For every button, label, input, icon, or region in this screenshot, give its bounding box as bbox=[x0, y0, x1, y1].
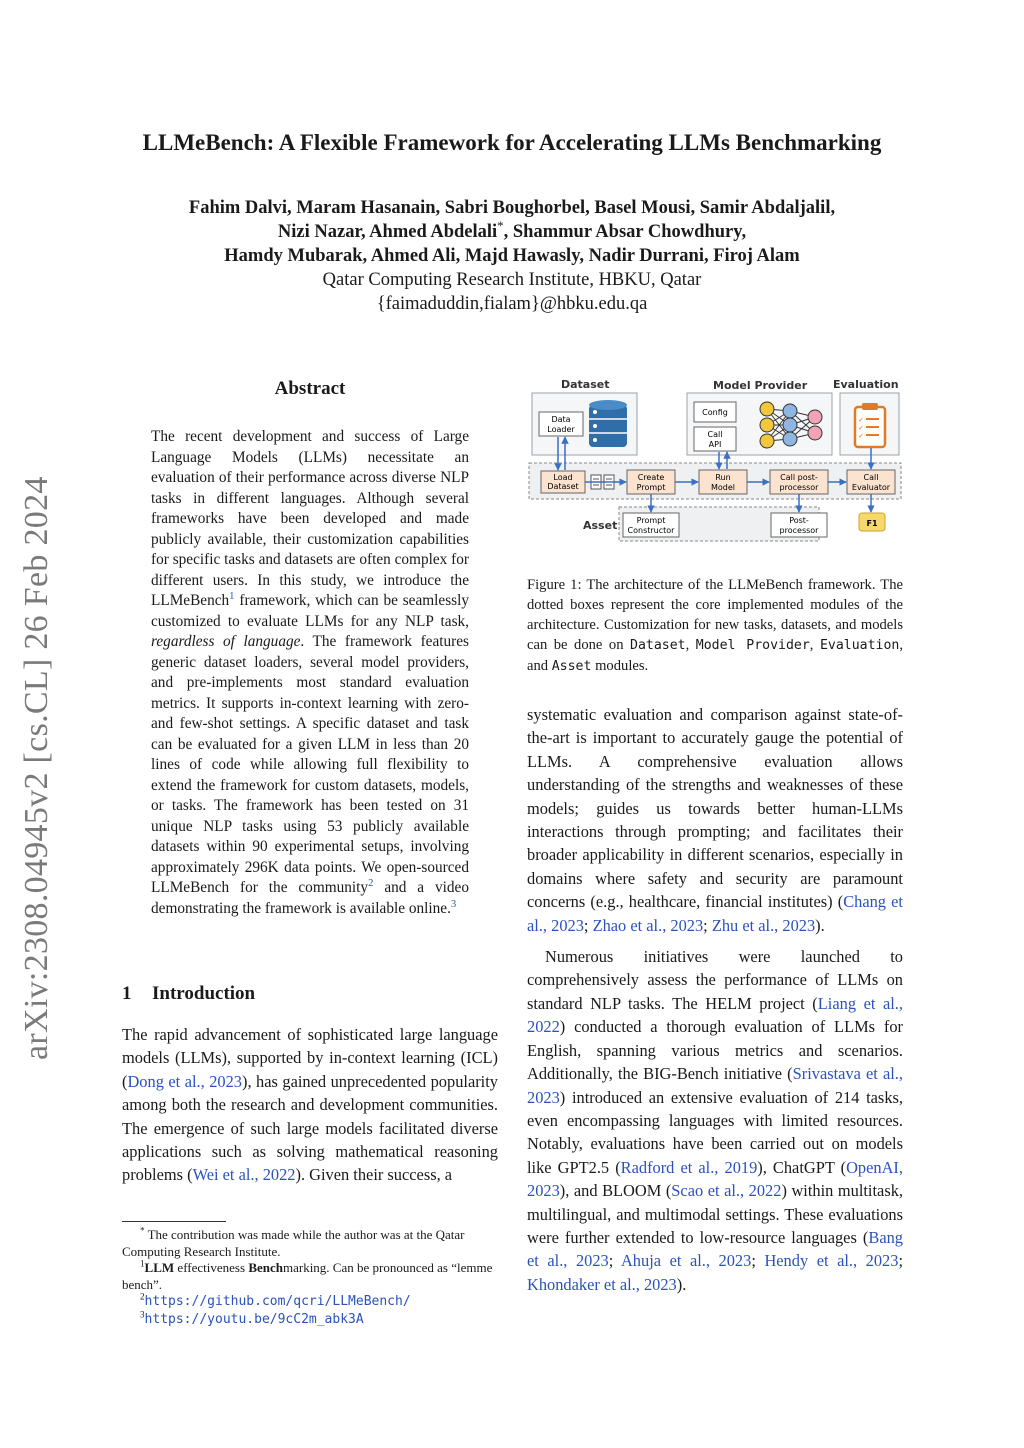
svg-text:✓: ✓ bbox=[858, 432, 864, 440]
author-line-3: Hamdy Mubarak, Ahmed Ali, Majd Hawasly, Nadir Durrani, Firoj Alam bbox=[224, 246, 800, 266]
intro-text-1: The rapid advancement of sophisticated large language models (LLMs), supported by in-context learning (ICL) ( bbox=[122, 1025, 498, 1091]
label-model-provider: Model Provider bbox=[713, 379, 808, 392]
author-line-2b: , Shammur Absar Chowdhury, bbox=[503, 222, 747, 242]
abstract-text-3: . The framework features generic dataset loaders, several model providers, and pre-implements most standard evaluation metrics. It supports in-context learning with zero- and few-shot settings. A specific dataset and task can be evaluated for a given LLM in less than 20 lines of code while allowing full flexibility to extend the framework for custom datasets, models, or tasks. The framework has been tested on 31 unique NLP tasks using 53 publicly available datasets within 90 experimental setups, involving approximately 296K data points. We open-sourced LLMeBench for the community bbox=[151, 633, 469, 896]
caption-module-model-provider: Model Provider bbox=[695, 638, 810, 653]
run-model-label-2: Model bbox=[710, 483, 736, 492]
body-text: ), and BLOOM ( bbox=[559, 1181, 672, 1201]
citation-link[interactable]: Khondaker et al., 2023 bbox=[527, 1274, 677, 1294]
footnote-mark-3: 3 bbox=[140, 1309, 145, 1320]
citation-link[interactable]: Bang et al., 2023 bbox=[527, 1227, 903, 1271]
call-postprocessor-label-1: Call post- bbox=[780, 473, 818, 482]
body-text: ). bbox=[815, 915, 825, 935]
intro-paragraph bbox=[122, 1023, 498, 1187]
caption-end: modules. bbox=[591, 658, 649, 674]
citation-link[interactable]: Ahuja et al., 2023 bbox=[620, 1251, 752, 1271]
body-text: ) within multitask, multilingual, and multimodal settings. These evaluations were further extended to low-resource languages ( bbox=[527, 1181, 903, 1247]
abstract-text-4: and a video demonstrating the framework is available online. bbox=[151, 879, 469, 917]
citation-link[interactable]: Zhao et al., 2023 bbox=[592, 915, 704, 935]
post-processor-label-1: Post- bbox=[789, 516, 809, 525]
right-column-body bbox=[527, 703, 903, 1296]
figure-caption bbox=[527, 575, 903, 677]
affiliation: Qatar Computing Research Institute, HBKU, Qatar bbox=[322, 270, 702, 290]
intro-text-2: ), has gained unprecedented popularity among both the research and development communities. The emergence of such large models facilitated diverse applications such as solving mathematical reasoning problems ( bbox=[122, 1071, 498, 1185]
arxiv-stamp: arXiv:2308.04945v2 [cs.CL] 26 Feb 2024 bbox=[18, 476, 55, 1060]
citation-link[interactable]: Radford et al., 2019 bbox=[620, 1157, 758, 1177]
author-line-2a: Nizi Nazar, Ahmed Abdelali bbox=[277, 222, 498, 242]
paragraph bbox=[527, 945, 903, 1296]
call-evaluator-label-1: Call bbox=[863, 473, 879, 482]
author-mark: * bbox=[497, 217, 504, 233]
body-text: ; bbox=[703, 915, 712, 935]
citation-link[interactable]: Scao et al., 2022 bbox=[671, 1181, 782, 1201]
email: {faimaduddin,fialam}@hbku.edu.qa bbox=[376, 294, 648, 314]
citation-link[interactable]: Wei et al., 2022 bbox=[192, 1165, 296, 1185]
call-postprocessor-label-2: processor bbox=[779, 483, 819, 492]
abstract-italic: regardless of language bbox=[151, 633, 301, 650]
footnote-1-text-b: ffectiveness bbox=[183, 1260, 249, 1275]
paragraph bbox=[527, 703, 903, 937]
abstract-heading: Abstract bbox=[274, 378, 346, 399]
post-processor-label-2: processor bbox=[779, 526, 819, 535]
caption-sep: , bbox=[685, 637, 696, 653]
data-loader-label-1: Data bbox=[551, 415, 571, 424]
abstract-body bbox=[151, 427, 469, 919]
footnote-1-bold-b: Bench bbox=[248, 1260, 283, 1275]
footnotes bbox=[122, 1227, 502, 1328]
body-text: ; bbox=[583, 915, 593, 935]
paper-title: LLMeBench: A Flexible Framework for Accelerating LLMs Benchmarking bbox=[142, 130, 882, 155]
body-text: ) conducted a thorough evaluation of LLMs for English, spanning various metrics and scenarios. Additionally, the BIG-Bench initiative ( bbox=[527, 1017, 903, 1084]
body-text: ; bbox=[898, 1251, 903, 1271]
create-prompt-label-2: Prompt bbox=[636, 483, 666, 492]
config-label: Config bbox=[702, 408, 728, 417]
prompt-constructor-label-2: Constructor bbox=[627, 526, 675, 535]
label-evaluation: Evaluation bbox=[833, 378, 899, 391]
citation-link[interactable]: OpenAI, 2023 bbox=[527, 1157, 903, 1201]
section-title: Introduction bbox=[152, 983, 256, 1004]
body-text: ; bbox=[751, 1251, 765, 1271]
footnote-mark-2: 2 bbox=[140, 1291, 145, 1302]
footnote-rule bbox=[122, 1221, 226, 1222]
create-prompt-label-1: Create bbox=[637, 473, 665, 482]
author-line-1: Fahim Dalvi, Maram Hasanain, Sabri Boughorbel, Basel Mousi, Samir Abdaljalil, bbox=[188, 198, 836, 218]
load-dataset-label-1: Load bbox=[553, 473, 573, 482]
footnote-1-text-c: marking. Can be pronounced as “lemme bench”. bbox=[122, 1260, 493, 1292]
section-heading-introduction bbox=[122, 983, 255, 1005]
abstract-text-1: The recent development and success of Large Language Models (LLMs) necessitate an evaluation of their performance across diverse NLP tasks in different languages. Although several frameworks have been developed and made publicly available, their customization capabilities for specific tasks and datasets are often complex for different users. In this study, we introduce the LLMeBench bbox=[151, 428, 469, 609]
caption-text: Figure 1: The architecture of the LLMeBench framework. The dotted boxes represent the core implemented modules of the architecture. Customization for new tasks, datasets, and models can be done on bbox=[527, 577, 903, 653]
citation-link[interactable]: Dong et al., 2023 bbox=[127, 1071, 242, 1091]
footnote-star: The contribution was made while the author was at the Qatar Computing Research Institute. bbox=[122, 1227, 465, 1259]
body-text: ; bbox=[608, 1251, 621, 1271]
architecture-figure bbox=[527, 375, 903, 545]
label-dataset: Dataset bbox=[561, 378, 610, 391]
svg-text:✓: ✓ bbox=[858, 424, 864, 432]
run-model-label-1: Run bbox=[715, 473, 731, 482]
citation-link[interactable]: Srivastava et al., 2023 bbox=[527, 1064, 903, 1107]
body-text: systematic evaluation and comparison against state-of-the-art is important to accurately gauge the potential of LLMs. A comprehensive evaluation allows understanding of the strengths and weaknesses of these models; guides us towards better human-LLMs interactions through prompting; and facilitates their broader applicability in different scenarios, especially in domains where safety and security are paramount concerns (e.g., healthcare, financial institutes) ( bbox=[527, 705, 903, 912]
footnote-2-link[interactable]: https://github.com/qcri/LLMeBench/ bbox=[144, 1294, 411, 1309]
caption-sep: , and bbox=[527, 637, 903, 674]
caption-module-dataset: Dataset bbox=[630, 638, 686, 653]
caption-sep: , bbox=[809, 637, 820, 653]
footnote-3-link[interactable]: https://youtu.be/9cC2m_abk3A bbox=[144, 1311, 364, 1327]
intro-text-3: ). Given their success, a bbox=[295, 1165, 453, 1185]
section-number: 1 bbox=[122, 983, 132, 1004]
footnote-ref-2[interactable]: 2 bbox=[368, 876, 374, 889]
footnote-1-bold-a: LLM bbox=[144, 1260, 175, 1275]
caption-module-evaluation: Evaluation bbox=[819, 638, 900, 653]
body-text: ) introduced an extensive evaluation of 214 tasks, even encompassing languages with limited resources. Notably, evaluations have been carried out on models like GPT2.5 ( bbox=[527, 1087, 903, 1177]
abstract-text-2: framework, which can be seamlessly customized to evaluate LLMs for any NLP task, bbox=[151, 592, 469, 630]
call-evaluator-label-2: Evaluator bbox=[851, 483, 891, 492]
prompt-constructor-label-1: Prompt bbox=[636, 516, 666, 525]
call-api-label-2: API bbox=[708, 440, 722, 449]
author-line-2 bbox=[0, 217, 1024, 244]
data-loader-label-2: Loader bbox=[547, 425, 575, 434]
svg-text:✓: ✓ bbox=[858, 416, 864, 424]
call-api-label-1: Call bbox=[707, 430, 723, 439]
footnote-mark-1: 1 bbox=[140, 1258, 145, 1269]
body-text: ), ChatGPT ( bbox=[757, 1157, 847, 1177]
database-icon bbox=[589, 400, 627, 447]
footnote-1-text-a: e bbox=[174, 1260, 184, 1275]
label-asset: Asset bbox=[583, 519, 618, 532]
f1-metric-label: F1 bbox=[866, 519, 878, 528]
body-text: Numerous initiatives were launched to comprehensively assess the performance of LLMs on standard NLP tasks. The HELM project ( bbox=[527, 947, 903, 1013]
citation-link[interactable]: Chang et al., 2023 bbox=[527, 892, 903, 935]
footnote-ref-1[interactable]: 1 bbox=[229, 589, 235, 602]
clipboard-icon bbox=[855, 403, 885, 447]
body-text: ). bbox=[676, 1274, 687, 1294]
citation-link[interactable]: Hendy et al., 2023 bbox=[764, 1251, 899, 1271]
load-dataset-label-2: Dataset bbox=[547, 482, 579, 491]
caption-module-asset: Asset bbox=[551, 659, 592, 674]
footnote-ref-3[interactable]: 3 bbox=[450, 897, 457, 910]
citation-link[interactable]: Liang et al., 2022 bbox=[527, 993, 904, 1037]
author-block bbox=[0, 196, 1024, 316]
citation-link[interactable]: Zhu et al., 2023 bbox=[711, 915, 816, 935]
footnote-mark-star: * bbox=[140, 1225, 145, 1236]
